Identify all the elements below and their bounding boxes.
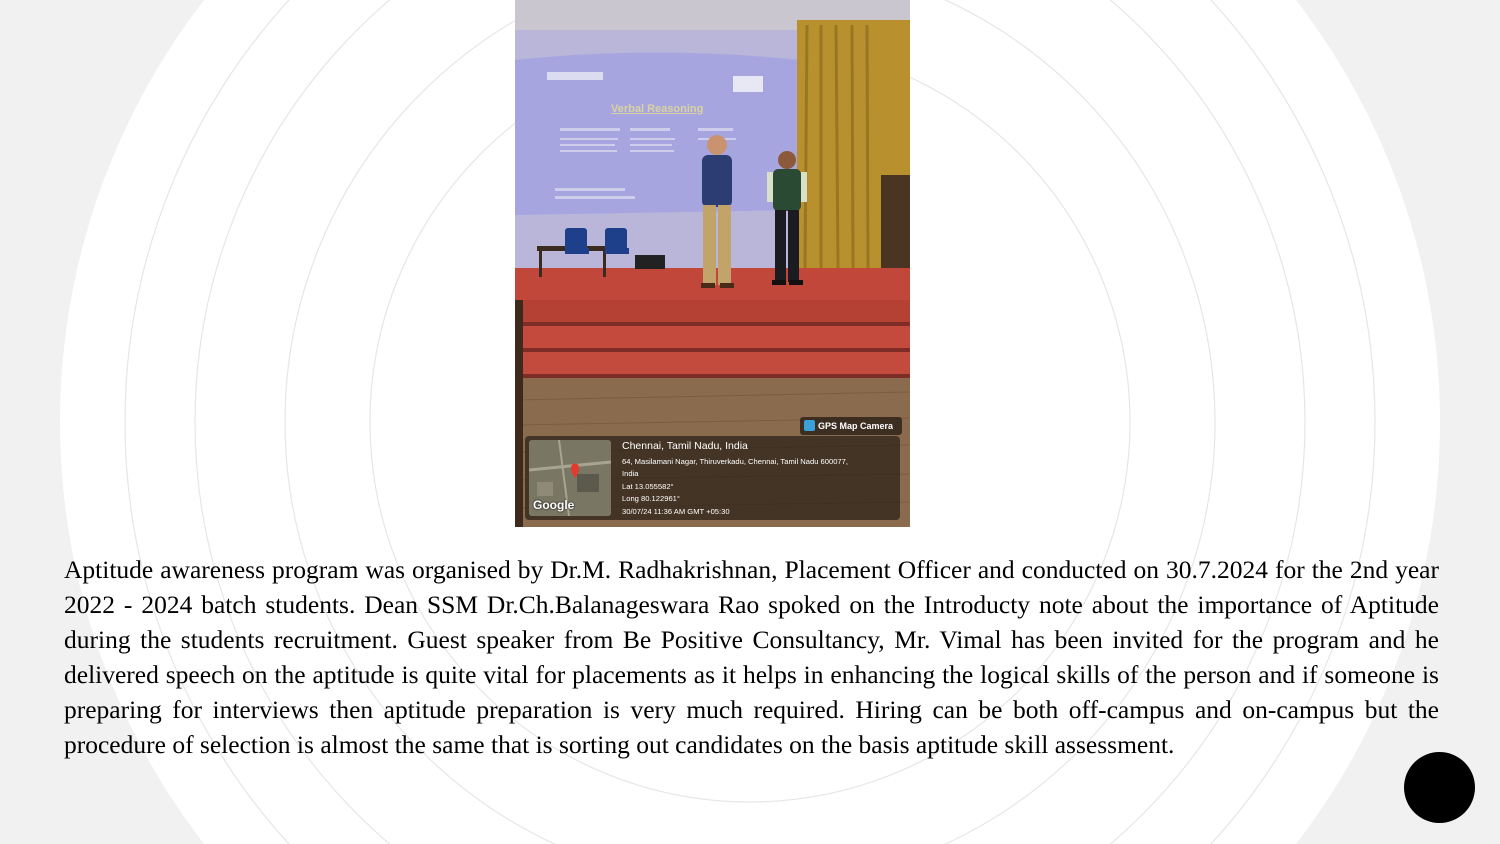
event-description: Aptitude awareness program was organised by Dr.M. Radhakrishnan, Placement Officer and conducted on 30.7.2024 for the 2nd year 2022 - 2024 batch students. Dean SSM Dr.Ch.Balanageswara Rao spoked on the Introducty note about the importance of Aptitude during the students recruitment. Guest speaker from Be Positive Consultancy, Mr. Vimal has been invited for the program and he delivered speech on the aptitude is quite vital for placements as it helps in enhancing the logical skills of the person and if someone is preparing for interviews then aptitude preparation is very much required. Hiring can be both off-campus and on-campus but the procedure of selection is almost the same that is sorting out candidates on the basis aptitude skill assessment. <box>64 555 1439 759</box>
gps-text-block <box>622 440 894 518</box>
gps-latitude: Lat 13.055582° <box>622 481 674 491</box>
gps-address: 64, Masilamani Nagar, Thiruverkadu, Chennai, Tamil Nadu 600077, <box>622 456 848 466</box>
gps-longitude: Long 80.122961° <box>622 494 680 503</box>
gps-info-panel <box>525 436 900 520</box>
gps-camera-badge <box>800 417 902 435</box>
event-photo <box>515 0 910 527</box>
gps-camera-icon <box>804 420 815 431</box>
gps-map-thumbnail <box>529 440 611 516</box>
gps-map-label: Google <box>533 498 575 512</box>
gps-country: India <box>622 469 639 478</box>
corner-dot <box>1404 752 1475 823</box>
gps-timestamp: 30/07/24 11:36 AM GMT +05:30 <box>622 506 730 516</box>
slide-title: Verbal Reasoning <box>611 103 704 115</box>
gps-badge-label: GPS Map Camera <box>818 421 894 431</box>
gps-city: Chennai, Tamil Nadu, India <box>622 440 748 452</box>
